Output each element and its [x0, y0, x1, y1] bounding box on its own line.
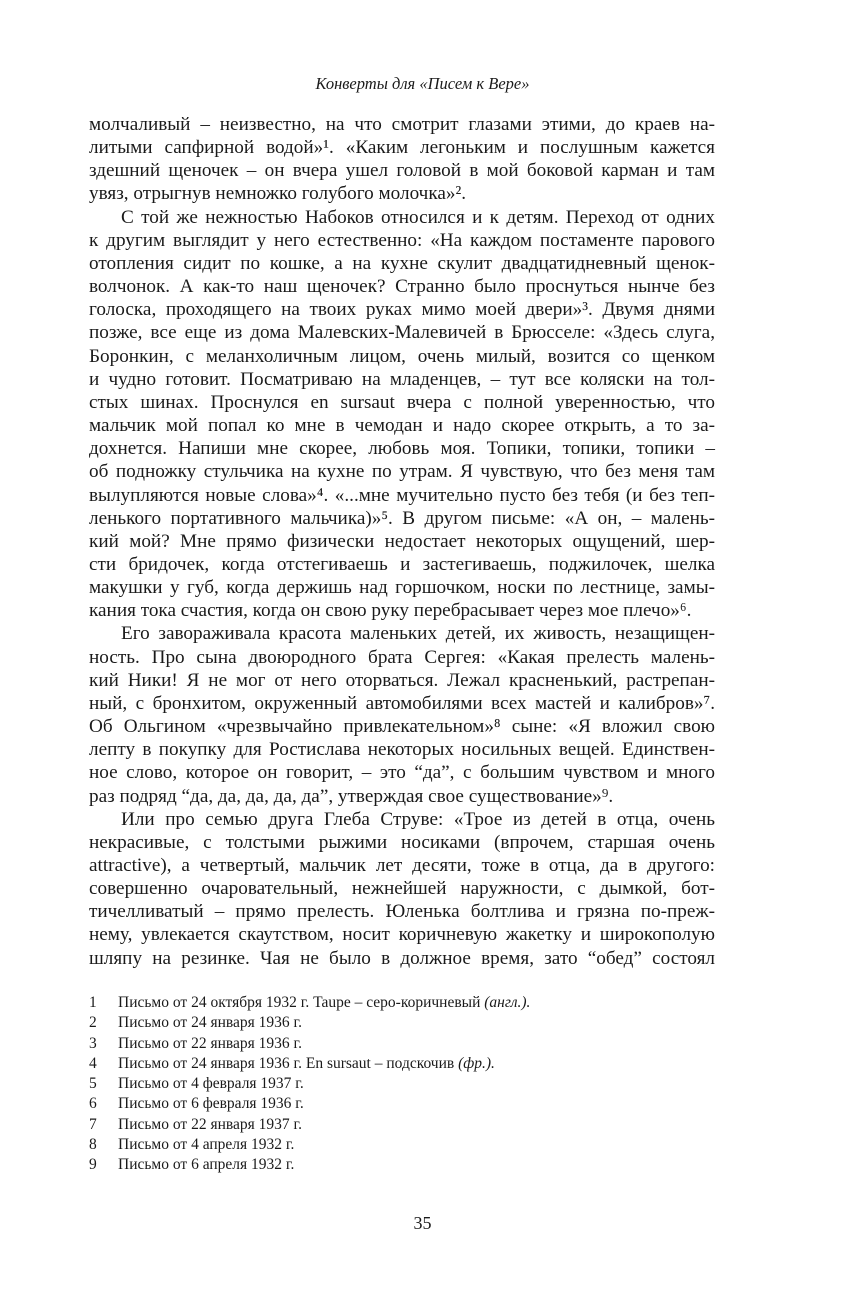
footnote-text: Письмо от 24 января 1936 г. En sursaut – подскочив — [118, 1054, 459, 1072]
text-line: ность. Про сына двоюродного брата Сергея: «Какая прелесть малень- — [89, 646, 715, 668]
footnote-language-note: (фр.). — [458, 1054, 495, 1072]
text-line: об подножку стульчика на кухне по утрам. Я чувствую, что без меня там — [89, 461, 715, 483]
footnote-text: Письмо от 24 января 1936 г. — [118, 1014, 302, 1032]
footnote — [89, 1074, 709, 1094]
text-line: мальчик мой попал ко мне в чемодан и надо скорее открыть, а то за- — [89, 415, 715, 437]
footnote-text: Письмо от 4 апреля 1932 г. — [118, 1136, 295, 1154]
footnote-language-note: (англ.). — [484, 994, 531, 1011]
footnote-text: Письмо от 22 января 1936 г. — [118, 1034, 302, 1052]
text-line: литыми сапфирной водой»¹. «Каким легоньким и послушным кажется — [89, 137, 715, 159]
page-number: 35 — [413, 1213, 432, 1233]
text-line: раз подряд “да, да, да, да, да”, утверждая свое существование»⁹. — [89, 785, 614, 807]
text-line: ное слово, которое он говорит, – это “да”, с большим чувством и много — [89, 762, 715, 784]
text-line: стых шинах. Проснулся en sursaut вчера с полной уверенностью, что — [89, 391, 715, 413]
text-line: позже, все еще из дома Малевских-Малевичей в Брюсселе: «Здесь слуга, — [89, 322, 715, 344]
text-line: некрасивые, с толстыми рыжими носиками (впрочем, старшая очень — [89, 831, 715, 853]
text-line: шляпу на резинке. Чая не было в должное время, зато “обед” состоял — [89, 947, 715, 969]
text-line: отопления сидит по кошке, а на кухне скулит двадцатидневный щенок- — [89, 252, 715, 274]
text-line: кания тока счастия, когда он свою руку перебрасывает через мое плечо»⁶. — [89, 600, 692, 622]
footnote-number: 5 — [89, 1075, 97, 1093]
footnote-number: 6 — [89, 1095, 97, 1113]
footnote-text: Письмо от 24 октября 1932 г. Taupe – серо-коричневый — [118, 994, 485, 1011]
footnote-number: 2 — [89, 1014, 97, 1032]
body-text — [89, 113, 715, 970]
text-line: сти бридочек, когда отстегиваешь и застегиваешь, поджилочек, шелка — [89, 553, 715, 575]
text-line: здешний щеночек – он вчера ушел головой в мой боковой карман и там — [89, 160, 715, 182]
text-line: к другим выглядит у него естественно: «На каждом постаменте парового — [89, 229, 715, 251]
footnote-number: 7 — [89, 1115, 97, 1133]
footnote — [89, 1135, 709, 1155]
text-line: волчонок. А как-то наш щеночек? Странно было проснуться нынче без — [89, 276, 715, 298]
footnote-text: Письмо от 4 февраля 1937 г. — [118, 1075, 304, 1093]
text-line: кий Ники! Я не мог от него оторваться. Лежал красненький, растрепан- — [89, 669, 715, 691]
text-line: ный, с бронхитом, окруженный автомобилями всех мастей и калибров»⁷. — [89, 692, 715, 714]
footnote-number: 1 — [89, 994, 97, 1011]
text-line: голоска, проходящего на твоих руках мимо моей двери»³. Двумя днями — [89, 299, 715, 321]
text-line: Боронкин, с меланхоличным лицом, очень милый, возится со щенком — [89, 345, 715, 367]
footnote — [89, 1155, 709, 1175]
footnote-text: Письмо от 22 января 1937 г. — [118, 1115, 302, 1133]
text-line: и чудно готовит. Посматриваю на младенцев, – тут все коляски на тол- — [89, 368, 715, 390]
footnote — [89, 1115, 709, 1135]
text-line: дохнется. Напиши мне скорее, любовь моя. Топики, топики, топики – — [89, 438, 715, 460]
text-line: Об Ольгином «чрезвычайно привлекательном»⁸ сыне: «Я вложил свою — [89, 716, 715, 738]
text-line: Его завораживала красота маленьких детей, их живость, незащищен- — [121, 623, 715, 645]
footnote — [89, 1094, 709, 1114]
footnote-text: Письмо от 6 апреля 1932 г. — [118, 1156, 295, 1174]
text-line: attractive), а четвертый, мальчик лет десяти, тоже в отца, да в другого: — [89, 855, 715, 876]
text-line: вылупляются новые слова»⁴. «...мне мучительно пусто без тебя (и без теп- — [89, 484, 715, 506]
text-line: увяз, отрыгнув немножко голубого молочка»². — [89, 183, 467, 205]
text-line: С той же нежностью Набоков относился и к детям. Переход от одних — [121, 206, 715, 228]
footnote-text: Письмо от 6 февраля 1936 г. — [118, 1095, 304, 1113]
text-line: макушки у губ, когда держишь над горшочком, носки по лестнице, замы- — [89, 577, 715, 599]
running-head: Конверты для «Писем к Вере» — [315, 74, 530, 93]
text-line: совершенно очаровательный, нежнейшей наружности, с дымкой, бот- — [89, 878, 715, 900]
footnote-number: 4 — [89, 1054, 97, 1072]
text-line: кий мой? Мне прямо физически недостает некоторых ощущений, шер- — [89, 530, 715, 552]
footnote-number: 3 — [89, 1034, 97, 1052]
footnote-number: 9 — [89, 1156, 97, 1174]
text-line: молчаливый – неизвестно, на что смотрит глазами этими, до краев на- — [89, 114, 715, 135]
footnote — [89, 1034, 709, 1054]
footnotes — [89, 993, 709, 1176]
footnote — [89, 993, 709, 1013]
footnote — [89, 1013, 709, 1033]
text-line: Или про семью друга Глеба Струве: «Трое из детей в отца, очень — [121, 808, 715, 830]
footnote-number: 8 — [89, 1136, 97, 1154]
text-line: лепту в покупку для Ростислава некоторых носильных вещей. Единствен- — [89, 739, 715, 761]
text-line: нему, увлекается скаутством, носит коричневую жакетку и широкополую — [89, 924, 715, 946]
text-line: ленького портативного мальчика)»⁵. В другом письме: «А он, – малень- — [89, 507, 715, 529]
footnote — [89, 1054, 709, 1074]
text-line: тичелливатый – прямо прелесть. Юленька болтлива и грязна по-преж- — [89, 901, 715, 923]
